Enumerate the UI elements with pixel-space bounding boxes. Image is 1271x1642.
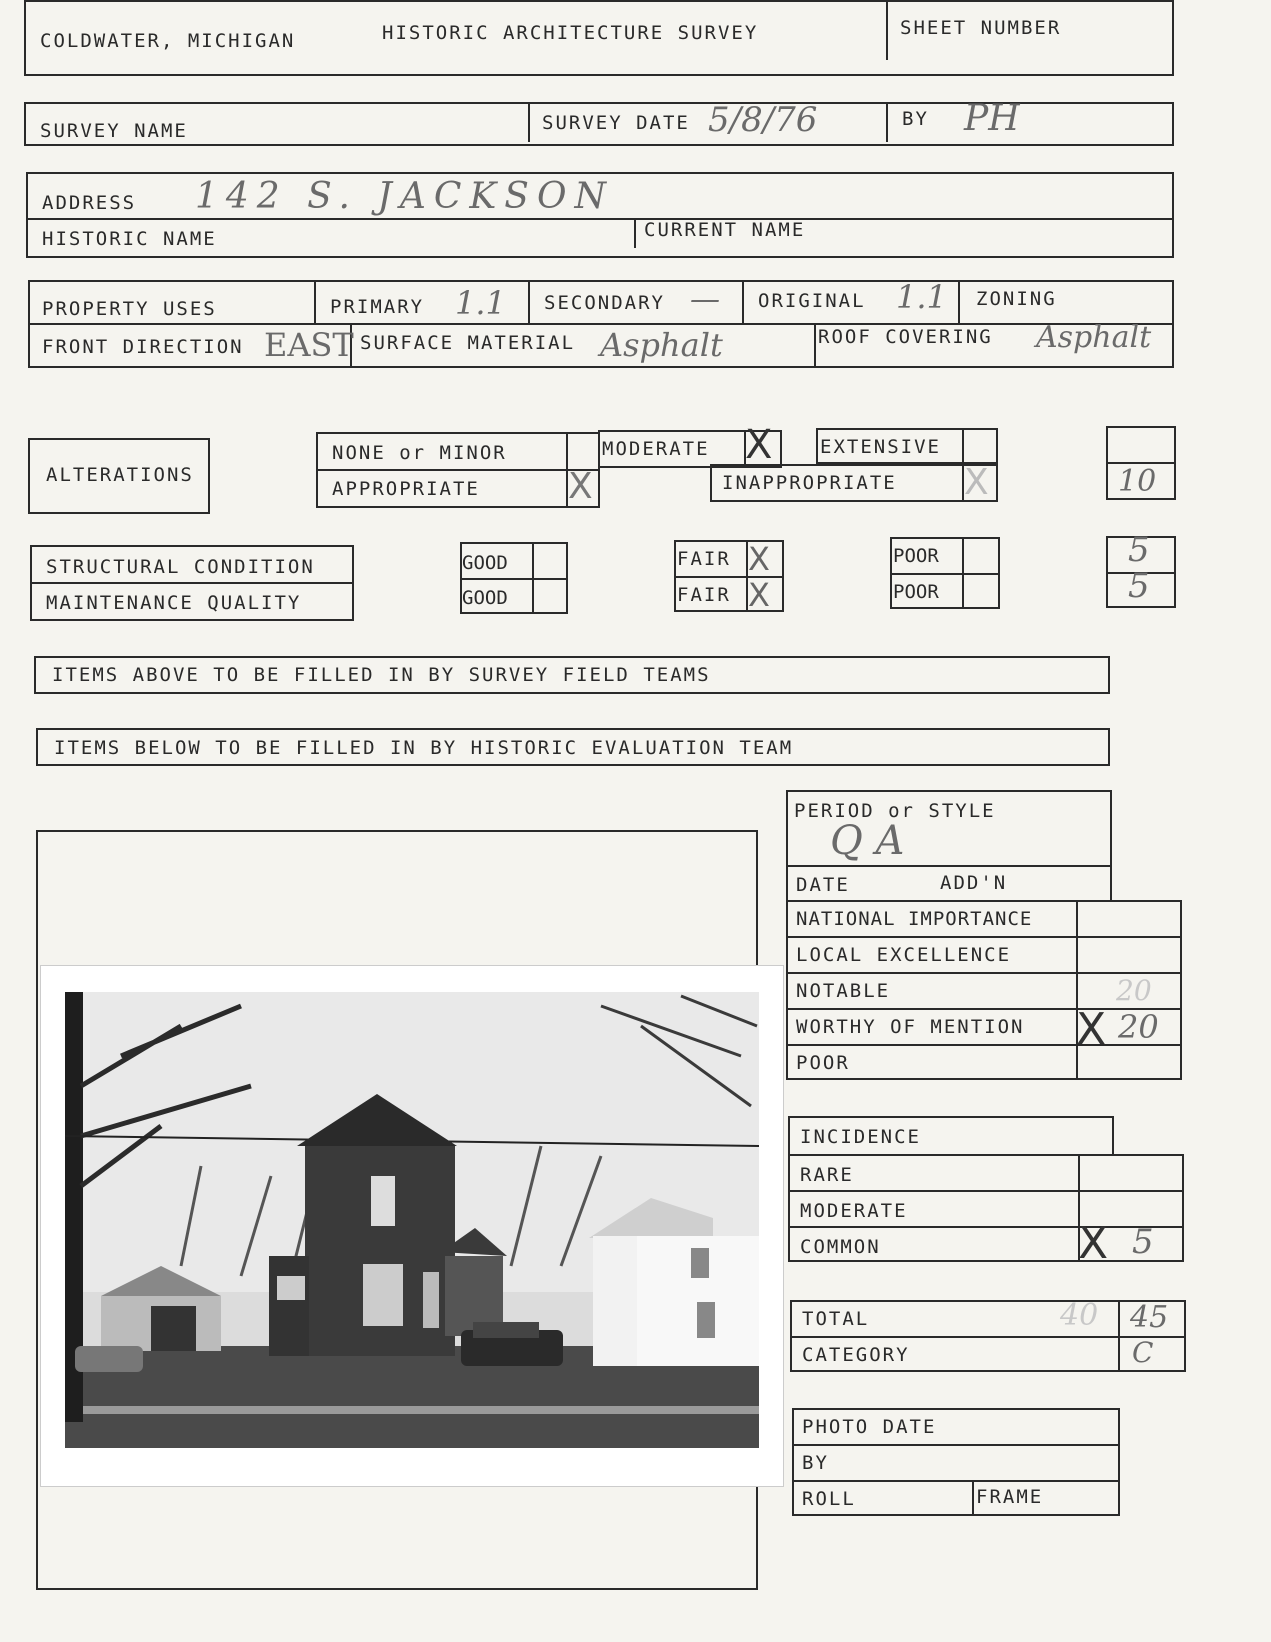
- alt-none-divider-h: [316, 469, 600, 471]
- fair-label-1: FAIR: [677, 548, 731, 570]
- sheet-number-label: SHEET NUMBER: [900, 17, 1062, 39]
- total-value: 45: [1130, 1300, 1169, 1335]
- city-label: COLDWATER, MICHIGAN: [40, 30, 296, 52]
- good-divider-h: [460, 578, 568, 580]
- total-faint-value: 40: [1060, 1298, 1099, 1333]
- fair-label-2: FAIR: [677, 584, 731, 606]
- good-divider-v: [532, 542, 534, 614]
- category-value: C: [1132, 1336, 1154, 1369]
- incidence-divider-1: [788, 1190, 1184, 1192]
- surface-material-label: SURFACE MATERIAL: [360, 332, 576, 354]
- notable-label: NOTABLE: [796, 980, 891, 1002]
- alt-moderate-mark: X: [745, 422, 773, 468]
- worthy-of-mention-label: WORTHY OF MENTION: [796, 1016, 1025, 1038]
- common-mark: X: [1078, 1218, 1109, 1269]
- property-divider-2: [528, 280, 530, 324]
- front-direction-value: EAST: [264, 326, 354, 364]
- by-label: BY: [902, 108, 929, 130]
- secondary-value: —: [690, 282, 720, 317]
- incidence-label: INCIDENCE: [800, 1126, 921, 1148]
- maintenance-quality-label: MAINTENANCE QUALITY: [46, 592, 302, 614]
- surface-material-value: Asphalt: [600, 326, 723, 364]
- current-name-label: CURRENT NAME: [644, 219, 806, 241]
- photo-info-divider-v: [972, 1480, 974, 1516]
- property-divider-6: [814, 323, 816, 367]
- poor-divider-v: [962, 537, 964, 609]
- condition-label-divider: [30, 582, 354, 584]
- photo-info-divider-2: [792, 1480, 1120, 1482]
- address-divider-v: [634, 218, 636, 248]
- frame-label: FRAME: [976, 1486, 1044, 1508]
- fair-mark-maintenance: X: [748, 576, 770, 614]
- fair-mark-structural: X: [748, 540, 770, 578]
- property-divider-4: [958, 280, 960, 324]
- incidence-score: 5: [1132, 1222, 1154, 1262]
- significance-poor-label: POOR: [796, 1052, 850, 1074]
- national-importance-label: NATIONAL IMPORTANCE: [796, 908, 1033, 930]
- photo-by-label: BY: [802, 1452, 829, 1474]
- note-below-text: ITEMS BELOW TO BE FILLED IN BY HISTORIC EVALUATION TEAM: [54, 737, 794, 759]
- roof-covering-label: ROOF COVERING: [818, 326, 993, 348]
- category-label: CATEGORY: [802, 1344, 910, 1366]
- structural-condition-label: STRUCTURAL CONDITION: [46, 556, 315, 578]
- alt-inappropriate-mark: X: [964, 462, 989, 503]
- poor-label-1: POOR: [893, 545, 939, 567]
- alterations-label: ALTERATIONS: [46, 464, 194, 486]
- house-photo-image: [41, 966, 783, 1486]
- survey-date-label: SURVEY DATE: [542, 112, 690, 134]
- roof-covering-value: Asphalt: [1036, 320, 1152, 355]
- front-direction-label: FRONT DIRECTION: [42, 336, 244, 358]
- secondary-label: SECONDARY: [544, 292, 665, 314]
- total-divider-h: [790, 1336, 1186, 1338]
- addn-label: ADD'N: [940, 872, 1008, 894]
- period-style-label: PERIOD or STYLE: [794, 800, 996, 822]
- alt-appropriate-label: APPROPRIATE: [332, 478, 480, 500]
- date-label: DATE: [796, 874, 850, 896]
- alt-appropriate-mark: X: [568, 466, 593, 507]
- incidence-divider-2: [788, 1226, 1184, 1228]
- sig-divider-1: [786, 936, 1182, 938]
- original-label: ORIGINAL: [758, 290, 866, 312]
- by-value: PH: [964, 98, 1020, 139]
- significance-score-faint: 20: [1116, 974, 1152, 1007]
- photo-info-divider-1: [792, 1444, 1120, 1446]
- primary-value: 1.1: [455, 284, 506, 322]
- local-excellence-label: LOCAL EXCELLENCE: [796, 944, 1012, 966]
- period-divider: [786, 865, 1112, 867]
- good-label-2: GOOD: [462, 587, 508, 609]
- condition-score-maintenance: 5: [1128, 566, 1150, 606]
- common-label: COMMON: [800, 1236, 881, 1258]
- header-divider: [886, 0, 888, 60]
- address-divider-h: [26, 218, 1174, 220]
- good-label-1: GOOD: [462, 552, 508, 574]
- roll-label: ROLL: [802, 1488, 856, 1510]
- condition-score-structural: 5: [1128, 530, 1150, 570]
- rare-label: RARE: [800, 1164, 854, 1186]
- property-divider-1: [314, 280, 316, 324]
- total-divider-v: [1118, 1300, 1120, 1372]
- photo-date-label: PHOTO DATE: [802, 1416, 937, 1438]
- original-value: 1.1: [896, 278, 947, 316]
- alt-inappropriate-label: INAPPROPRIATE: [722, 472, 897, 494]
- survey-divider-1: [528, 102, 530, 142]
- period-style-value: Q A: [830, 818, 905, 864]
- significance-score: 20: [1118, 1008, 1159, 1046]
- alt-none-label: NONE or MINOR: [332, 442, 507, 464]
- total-label: TOTAL: [802, 1308, 870, 1330]
- form-title: HISTORIC ARCHITECTURE SURVEY: [382, 22, 759, 44]
- house-photo: [40, 965, 784, 1487]
- survey-divider-2: [886, 102, 888, 142]
- zoning-label: ZONING: [976, 288, 1057, 310]
- survey-date-value: 5/8/76: [708, 100, 818, 140]
- survey-name-label: SURVEY NAME: [40, 120, 188, 142]
- primary-label: PRIMARY: [330, 296, 425, 318]
- incidence-moderate-label: MODERATE: [800, 1200, 908, 1222]
- address-value: 142 S. JACKSON: [195, 176, 614, 217]
- alt-extensive-label: EXTENSIVE: [820, 436, 941, 458]
- alt-score-value: 10: [1118, 464, 1157, 499]
- note-above-text: ITEMS ABOVE TO BE FILLED IN BY SURVEY FIELD TEAMS: [52, 664, 711, 686]
- alt-moderate-label: MODERATE: [602, 438, 710, 460]
- alt-extensive-divider: [962, 428, 964, 464]
- property-divider-h: [28, 323, 1174, 325]
- worthy-mark: X: [1076, 1004, 1107, 1055]
- poor-divider-h: [890, 573, 1000, 575]
- property-divider-3: [742, 280, 744, 324]
- property-uses-label: PROPERTY USES: [42, 298, 217, 320]
- historic-name-label: HISTORIC NAME: [42, 228, 217, 250]
- address-label: ADDRESS: [42, 192, 137, 214]
- poor-label-2: POOR: [893, 581, 939, 603]
